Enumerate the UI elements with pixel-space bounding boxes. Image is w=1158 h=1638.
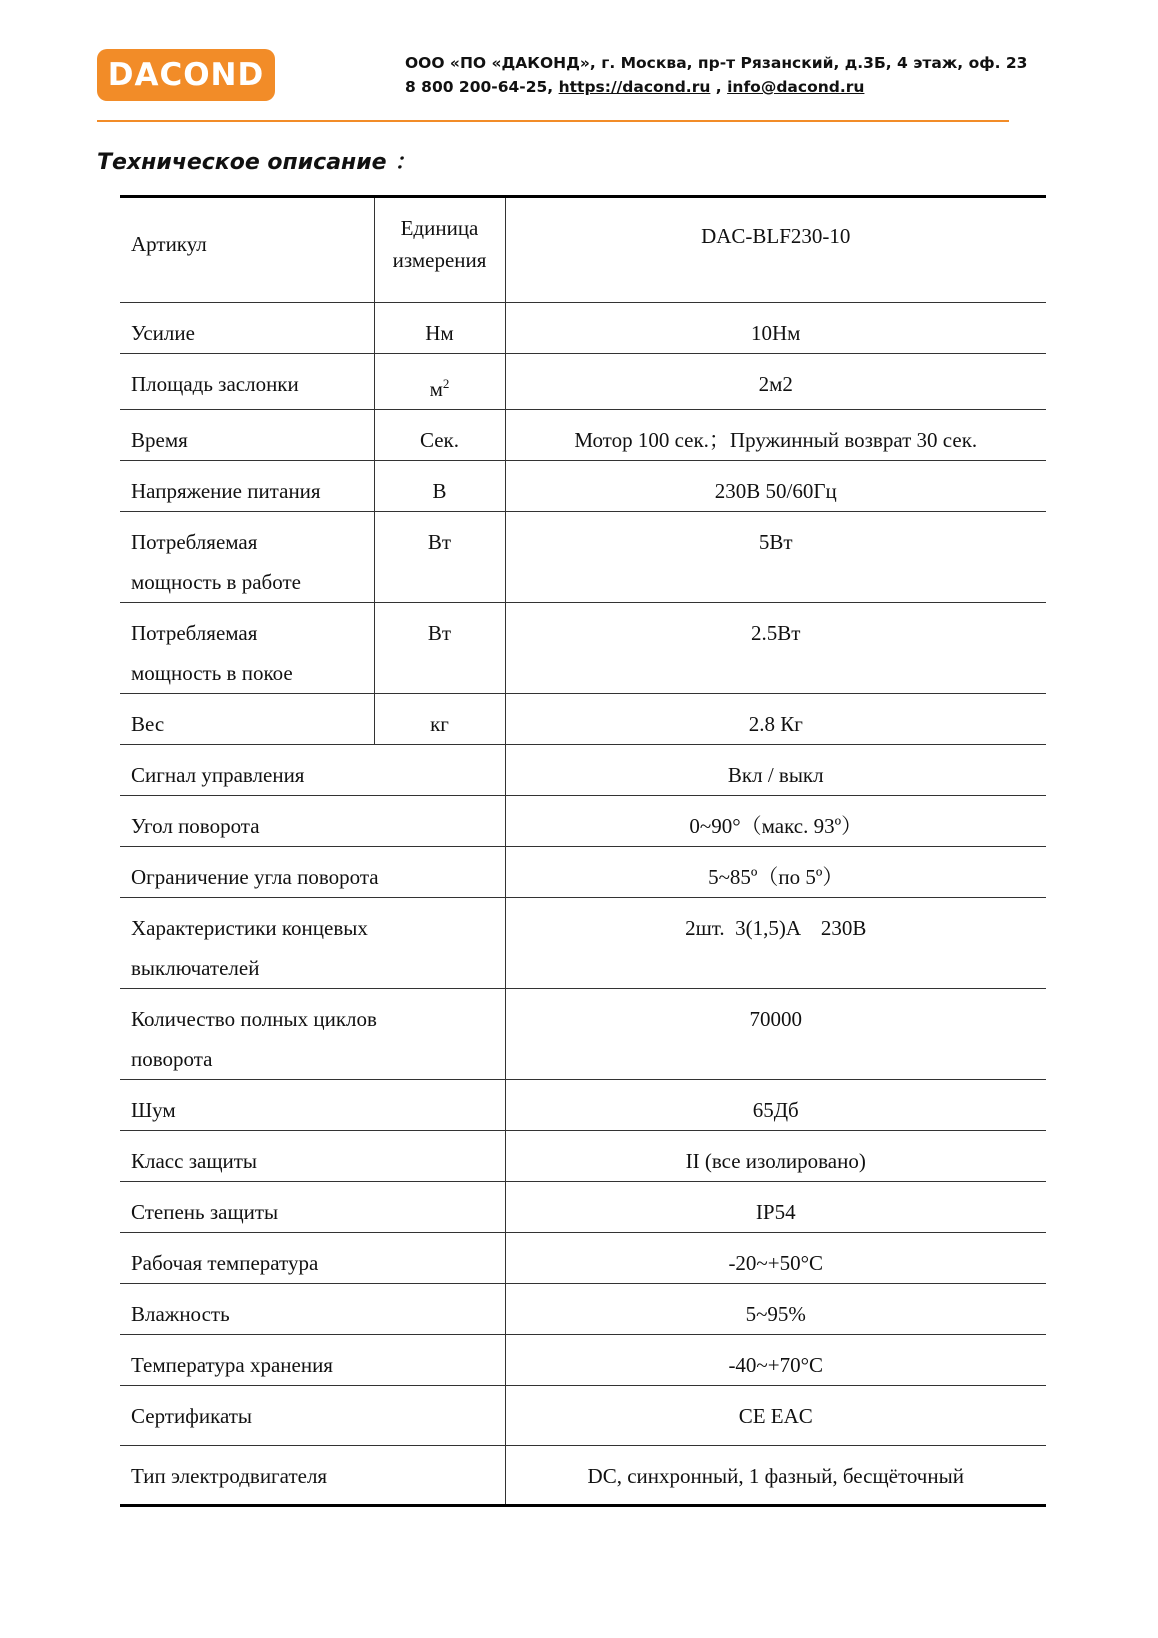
section-title: Техническое описание ： <box>97 150 417 175</box>
table-row <box>120 1182 1046 1233</box>
param-cell: Усилие <box>120 303 374 354</box>
unit-cell: Нм <box>374 303 505 354</box>
specifications-table <box>120 195 1046 1507</box>
table-row <box>120 512 1046 603</box>
header-unit-line2: измерения <box>392 248 487 272</box>
header-model: DAC-BLF230-10 <box>505 197 1046 303</box>
table-row <box>120 1335 1046 1386</box>
company-phone: 8 800 200-64-25, <box>405 78 554 96</box>
header-unit <box>374 197 505 303</box>
param-line: Потребляемая <box>131 621 258 645</box>
table-row <box>120 1446 1046 1506</box>
website-link[interactable]: https://dacond.ru <box>558 78 711 96</box>
value-cell: 10Нм <box>505 303 1046 354</box>
email-link[interactable]: info@dacond.ru <box>727 78 865 96</box>
param-line: Характеристики концевых <box>131 916 368 940</box>
unit-cell: кг <box>374 694 505 745</box>
unit-superscript: 2 <box>442 376 450 391</box>
param-line: мощность в покое <box>131 661 293 685</box>
param-line: Количество полных циклов <box>131 1007 377 1031</box>
value-cell: 5~85º（по 5º） <box>505 847 1046 898</box>
unit-cell: В <box>374 461 505 512</box>
value-cell: 70000 <box>505 989 1046 1080</box>
value-cell: 65Дб <box>505 1080 1046 1131</box>
unit-cell <box>374 354 505 410</box>
company-contacts <box>405 75 1105 99</box>
param-cell: Напряжение питания <box>120 461 374 512</box>
param-cell: Класс защиты <box>120 1131 505 1182</box>
value-cell: 0~90°（макс. 93º） <box>505 796 1046 847</box>
param-cell: Рабочая температура <box>120 1233 505 1284</box>
value-cell: 2.8 Кг <box>505 694 1046 745</box>
table-row <box>120 1233 1046 1284</box>
value-cell: 5~95% <box>505 1284 1046 1335</box>
param-cell: Время <box>120 410 374 461</box>
value-cell: 5Вт <box>505 512 1046 603</box>
table-row <box>120 1080 1046 1131</box>
table-header-row <box>120 197 1046 303</box>
unit-cell: Вт <box>374 512 505 603</box>
table-row <box>120 847 1046 898</box>
table-row <box>120 1131 1046 1182</box>
param-line: мощность в работе <box>131 570 301 594</box>
table-row <box>120 694 1046 745</box>
value-cell: Вкл / выкл <box>505 745 1046 796</box>
param-cell: Степень защиты <box>120 1182 505 1233</box>
table-row <box>120 461 1046 512</box>
contact-separator: , <box>715 78 722 96</box>
value-cell: Мотор 100 сек.；Пружинный возврат 30 сек. <box>505 410 1046 461</box>
value-cell: 230В 50/60Гц <box>505 461 1046 512</box>
table-row <box>120 796 1046 847</box>
value-cell: 2м2 <box>505 354 1046 410</box>
value-cell: DC, синхронный, 1 фазный, бесщёточный <box>505 1446 1046 1506</box>
header-unit-line1: Единица <box>400 216 479 240</box>
value-cell: II (все изолировано) <box>505 1131 1046 1182</box>
table-row <box>120 898 1046 989</box>
param-cell: Угол поворота <box>120 796 505 847</box>
table-row <box>120 1386 1046 1446</box>
param-cell: Температура хранения <box>120 1335 505 1386</box>
value-cell: 2шт. 3(1,5)A 230В <box>505 898 1046 989</box>
unit-cell: Сек. <box>374 410 505 461</box>
company-address: ООО «ПО «ДАКОНД», г. Москва, пр-т Рязанский, д.3Б, 4 этаж, оф. 23 <box>405 54 1028 72</box>
param-cell <box>120 603 374 694</box>
param-cell <box>120 512 374 603</box>
table-row <box>120 303 1046 354</box>
value-cell: CE EAC <box>505 1386 1046 1446</box>
value-cell: IP54 <box>505 1182 1046 1233</box>
table-row <box>120 410 1046 461</box>
table-row <box>120 989 1046 1080</box>
param-cell: Ограничение угла поворота <box>120 847 505 898</box>
param-line: Потребляемая <box>131 530 258 554</box>
param-cell: Площадь заслонки <box>120 354 374 410</box>
table-row <box>120 745 1046 796</box>
param-cell: Сигнал управления <box>120 745 505 796</box>
param-cell: Шум <box>120 1080 505 1131</box>
param-cell: Сертификаты <box>120 1386 505 1446</box>
param-cell: Вес <box>120 694 374 745</box>
dacond-logo: DACOND <box>97 49 275 101</box>
header-divider <box>97 120 1009 122</box>
value-cell: -40~+70°C <box>505 1335 1046 1386</box>
table-row <box>120 354 1046 410</box>
param-cell <box>120 989 505 1080</box>
value-cell: 2.5Вт <box>505 603 1046 694</box>
unit-text: м <box>429 377 443 401</box>
param-cell: Влажность <box>120 1284 505 1335</box>
unit-cell: Вт <box>374 603 505 694</box>
value-cell: -20~+50°C <box>505 1233 1046 1284</box>
company-info <box>405 51 1105 99</box>
table-row <box>120 1284 1046 1335</box>
param-cell <box>120 898 505 989</box>
table-row <box>120 603 1046 694</box>
header-article: Артикул <box>120 197 374 303</box>
param-line: выключателей <box>131 956 260 980</box>
param-cell: Тип электродвигателя <box>120 1446 505 1506</box>
param-line: поворота <box>131 1047 213 1071</box>
